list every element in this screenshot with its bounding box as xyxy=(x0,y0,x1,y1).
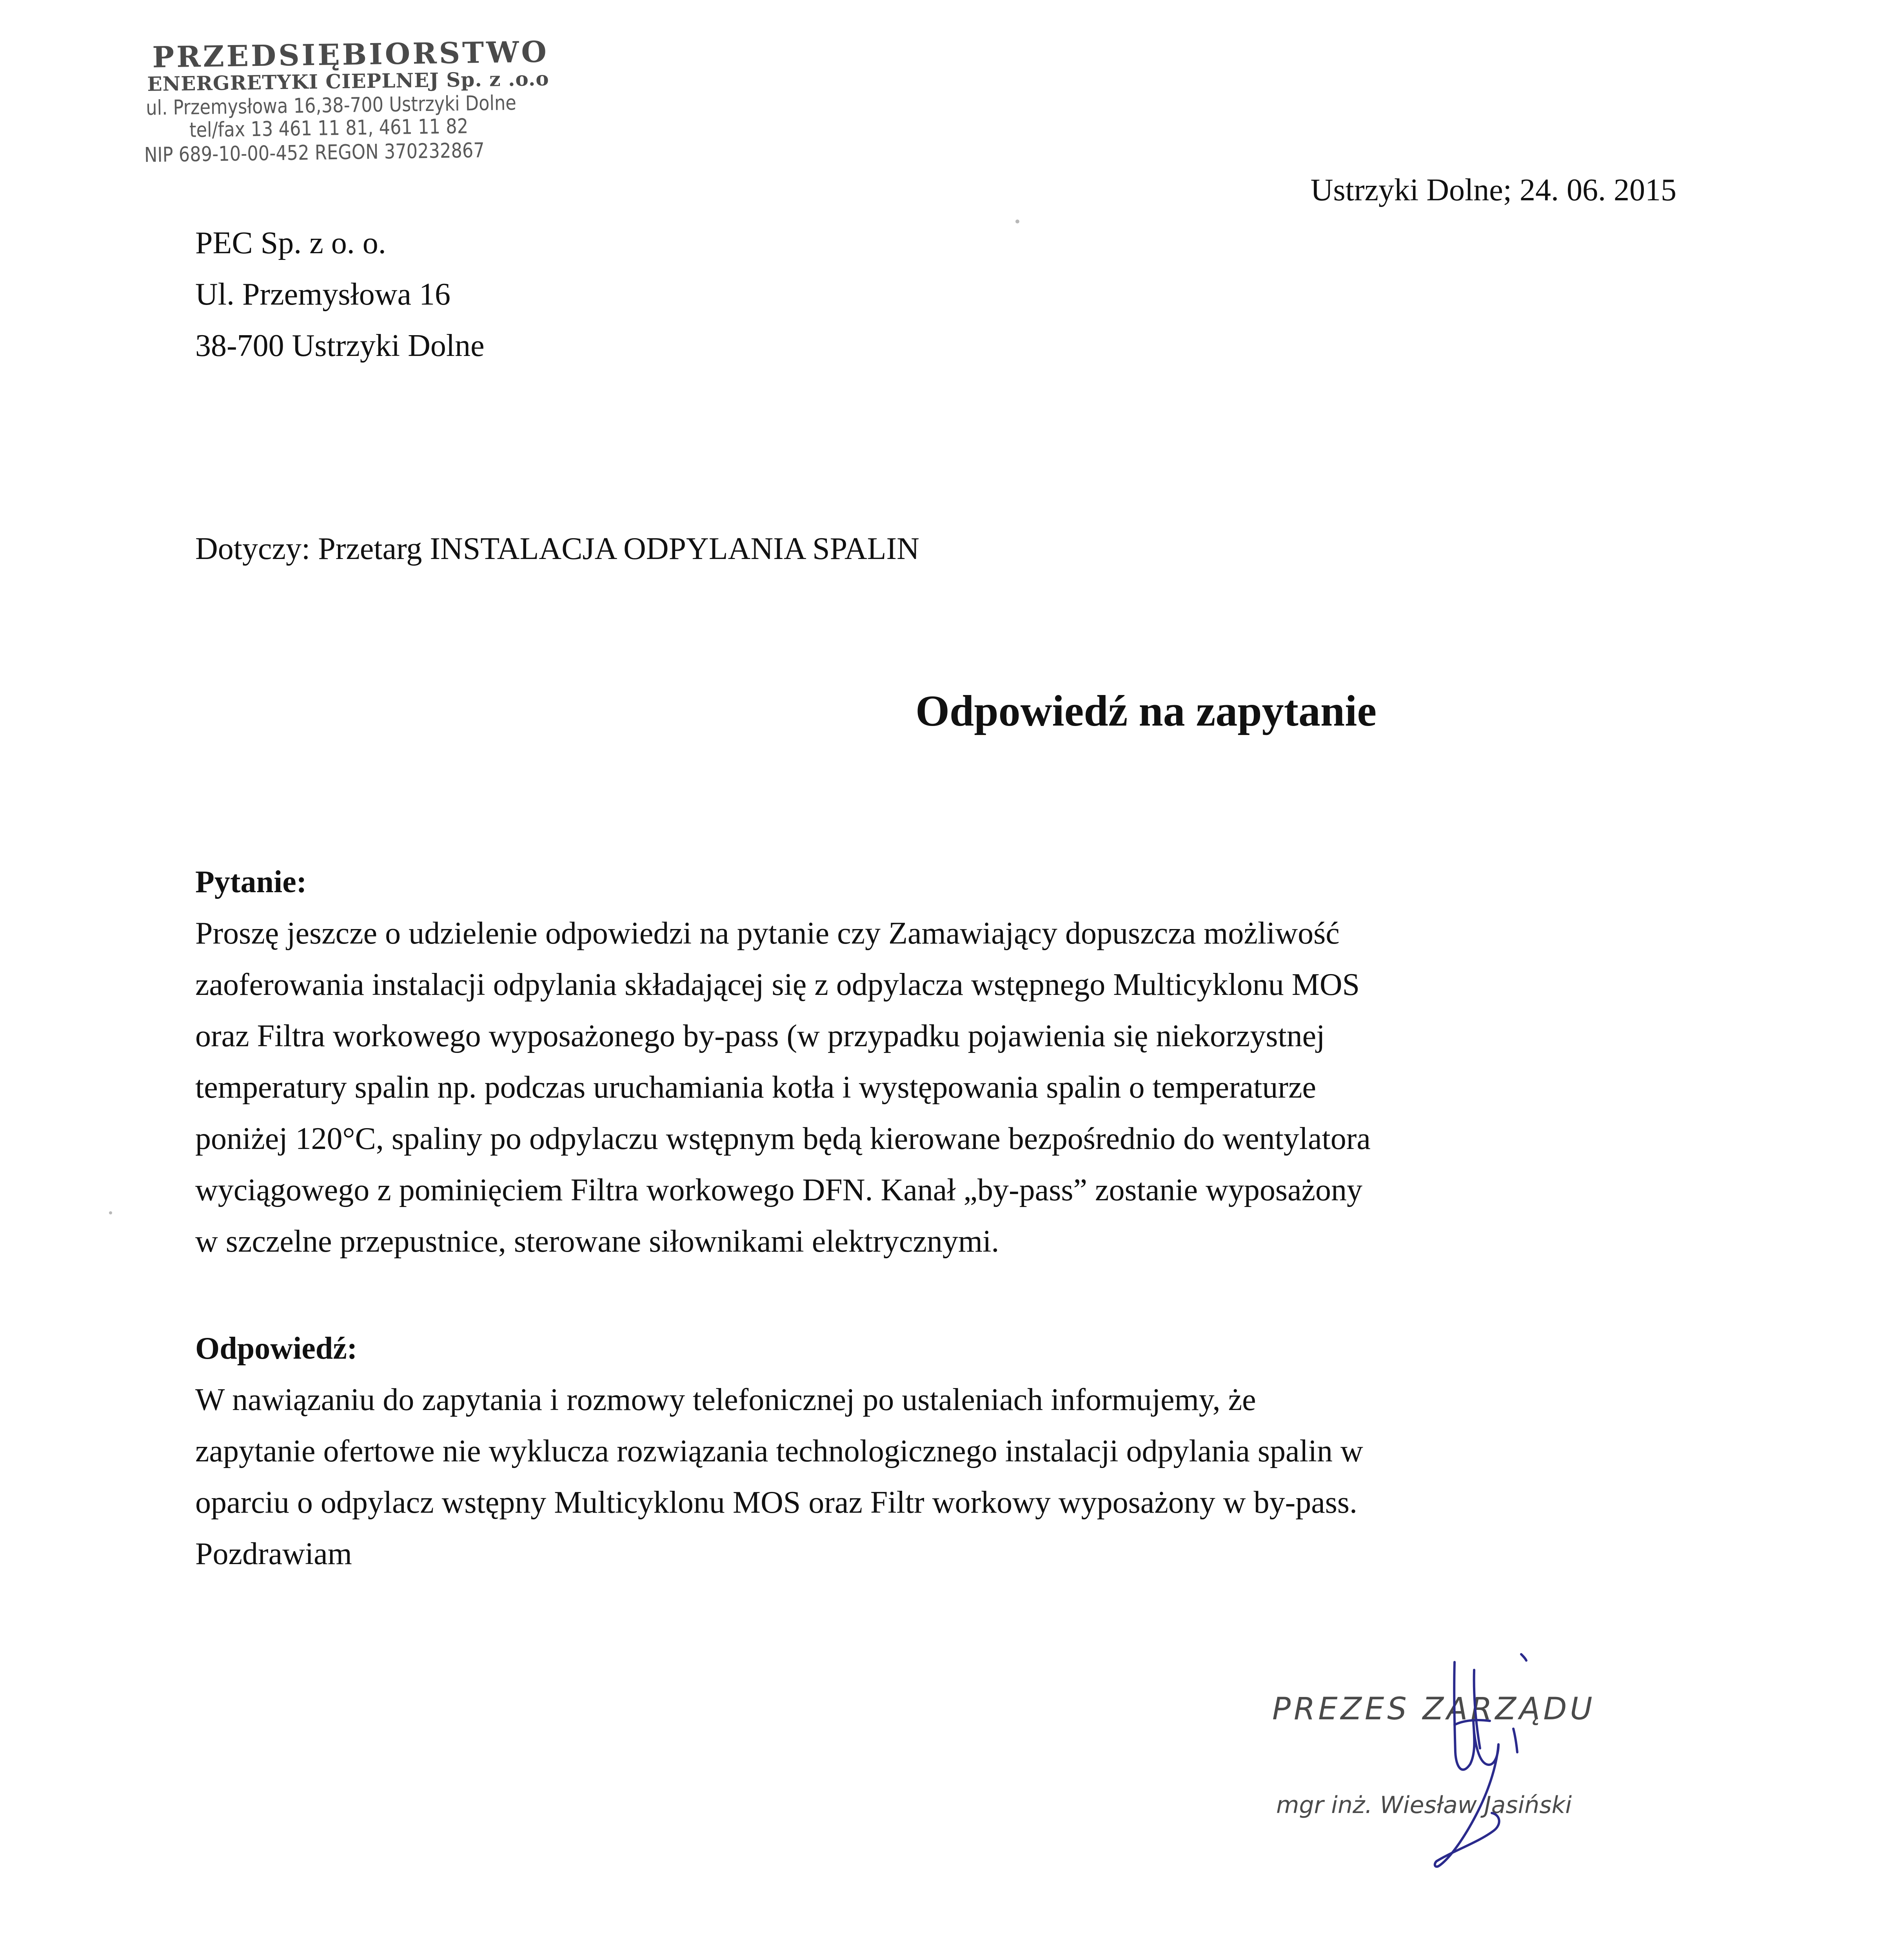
subject-line: Dotyczy: Przetarg INSTALACJA ODPYLANIA SPALIN xyxy=(195,532,919,566)
answer-line: Pozdrawiam xyxy=(195,1537,352,1571)
stamp-phone: tel/fax 13 461 11 81, 461 11 82 xyxy=(189,114,469,142)
handwritten-signature xyxy=(1396,1646,1560,1874)
letter-heading: Odpowiedź na zapytanie xyxy=(915,687,1377,735)
recipient-line-2: Ul. Przemysłowa 16 xyxy=(195,277,451,312)
stamp-address: ul. Przemysłowa 16,38-700 Ustrzyki Dolne xyxy=(145,91,517,120)
question-line: w szczelne przepustnice, sterowane siłownikami elektrycznymi. xyxy=(195,1224,999,1259)
stamp-company-name-2: ENERGRETYKI CIEPLNEJ Sp. z .o.o xyxy=(147,67,550,96)
answer-line: W nawiązaniu do zapytania i rozmowy telefonicznej po ustaleniach informujemy, że xyxy=(195,1383,1256,1417)
recipient-line-3: 38-700 Ustrzyki Dolne xyxy=(195,328,485,363)
question-line: poniżej 120°C, spaliny po odpylaczu wstępnym będą kierowane bezpośrednio do wentylatora xyxy=(195,1122,1371,1156)
answer-line: zapytanie ofertowe nie wyklucza rozwiązania technologicznego instalacji odpylania spalin w xyxy=(195,1434,1363,1468)
scan-speck xyxy=(109,1211,112,1214)
recipient-address xyxy=(195,218,485,372)
answer-label: Odpowiedź: xyxy=(195,1331,358,1366)
question-line: zaoferowania instalacji odpylania składającej się z odpylacza wstępnego Multicyklonu MOS xyxy=(195,967,1360,1002)
answer-line: oparciu o odpylacz wstępny Multicyklonu MOS oraz Filtr workowy wyposażony w by-pass. xyxy=(195,1485,1357,1520)
question-line: wyciągowego z pominięciem Filtra workowego DFN. Kanał „by-pass” zostanie wyposażony xyxy=(195,1173,1362,1207)
question-section xyxy=(195,857,1685,1267)
answer-section xyxy=(195,1323,1685,1580)
question-line: Proszę jeszcze o udzielenie odpowiedzi na pytanie czy Zamawiający dopuszcza możliwość xyxy=(195,916,1340,951)
letter-date: Ustrzyki Dolne; 24. 06. 2015 xyxy=(1310,173,1676,207)
recipient-line-1: PEC Sp. z o. o. xyxy=(195,226,386,260)
scan-speck xyxy=(1015,220,1019,223)
stamp-company-name: PRZEDSIĘBIORSTWO xyxy=(152,35,549,74)
question-label: Pytanie: xyxy=(195,865,307,899)
question-line: oraz Filtra workowego wyposażonego by-pass (w przypadku pojawienia się niekorzystnej xyxy=(195,1019,1325,1053)
question-line: temperatury spalin np. podczas uruchamiania kotła i występowania spalin o temperaturze xyxy=(195,1070,1317,1105)
company-stamp xyxy=(145,37,586,165)
stamp-ids: NIP 689-10-00-452 REGON 370232867 xyxy=(144,138,485,167)
signature-stamp-title: PREZES ZARZĄDU xyxy=(1272,1691,1596,1727)
signature-stamp-name: mgr inż. Wiesław Jasiński xyxy=(1276,1791,1572,1819)
